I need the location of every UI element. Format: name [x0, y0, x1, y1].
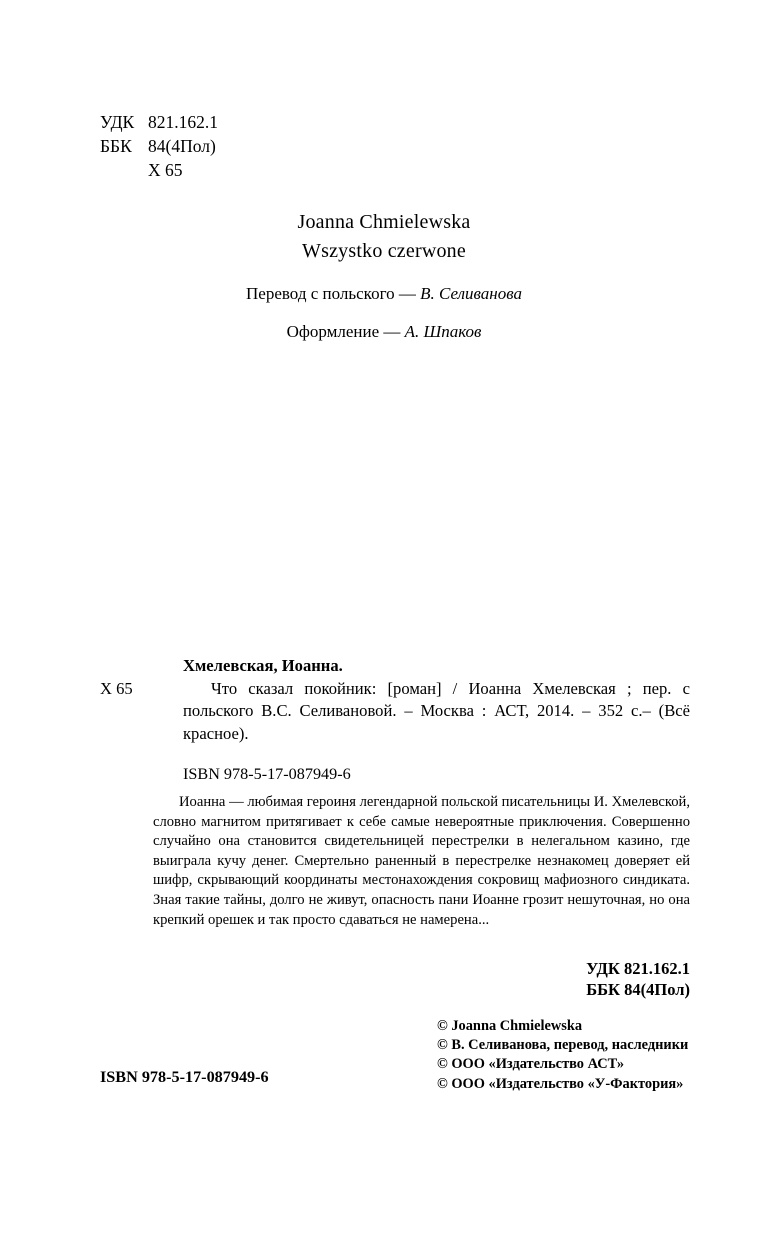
- copyright-block: [437, 1017, 688, 1094]
- design-label: Оформление —: [286, 322, 401, 341]
- translation-label: Перевод с польского —: [246, 284, 416, 303]
- copyright-line: © Joanna Chmielewska: [437, 1018, 583, 1034]
- isbn-bottom: ISBN 978-5-17-087949-6: [100, 1068, 269, 1086]
- bbk-bottom: ББК 84(4Пол): [586, 980, 690, 999]
- translation-credit: [0, 283, 768, 305]
- record-description: Что сказал покойник: [роман] / Иоанна Хмелевская ; пер. с польского В.С. Селивановой. – Москва : АСТ, 2014. – 352 с.– (Всё красное).: [183, 678, 690, 743]
- original-author-name: Joanna Chmielewska: [297, 211, 471, 233]
- annotation-paragraph: Иоанна — любимая героиня легендарной польской писательницы И. Хмелевской, словно магнитом притягивает к себе самые невероятные приключения. Совершенно случайно она становится свидетельницей перестрелки в нелегальном казино, где выиграла кучу денег. Смертельно раненный в перестрелке незнакомец доверяет ей шифр, скрывающий координаты местонахождения сокровищ мафиозного синдиката. Зная такие тайны, долго не живут, опасность пани Иоанне грозит нешуточная, но она крепкий орешек и так просто сдаваться не намерена...: [153, 794, 690, 928]
- classification-top-block: [100, 110, 218, 182]
- shelf-mark-value: Х 65: [148, 160, 183, 180]
- translator-name: В. Селиванова: [420, 284, 522, 303]
- bibliographic-record: [100, 655, 690, 786]
- record-shelf-mark: Х 65: [100, 678, 133, 698]
- record-author-heading: Хмелевская, Иоанна.: [183, 656, 343, 675]
- copyright-line: © ООО «Издательство АСТ»: [437, 1056, 625, 1073]
- bbk-row: [100, 134, 218, 158]
- classification-bottom-block: [380, 958, 690, 1000]
- udk-value: 821.162.1: [148, 112, 218, 132]
- original-title: Wszystko czerwone: [302, 240, 466, 262]
- bbk-label: ББК: [100, 136, 132, 156]
- design-credit: [0, 321, 768, 343]
- title-block: [0, 208, 768, 343]
- record-isbn: ISBN 978-5-17-087949-6: [183, 765, 351, 783]
- designer-name: А. Шпаков: [404, 322, 482, 341]
- shelf-mark-row: [100, 158, 218, 182]
- bbk-value: 84(4Пол): [148, 136, 216, 156]
- udk-label: УДК: [100, 112, 135, 132]
- copyright-line: © ООО «Издательство «У-Фактория»: [437, 1075, 684, 1092]
- copyright-line: © В. Селиванова, перевод, наследники: [437, 1037, 689, 1054]
- record-body: [100, 678, 690, 746]
- udk-row: [100, 110, 218, 134]
- udk-bottom: УДК 821.162.1: [586, 959, 690, 978]
